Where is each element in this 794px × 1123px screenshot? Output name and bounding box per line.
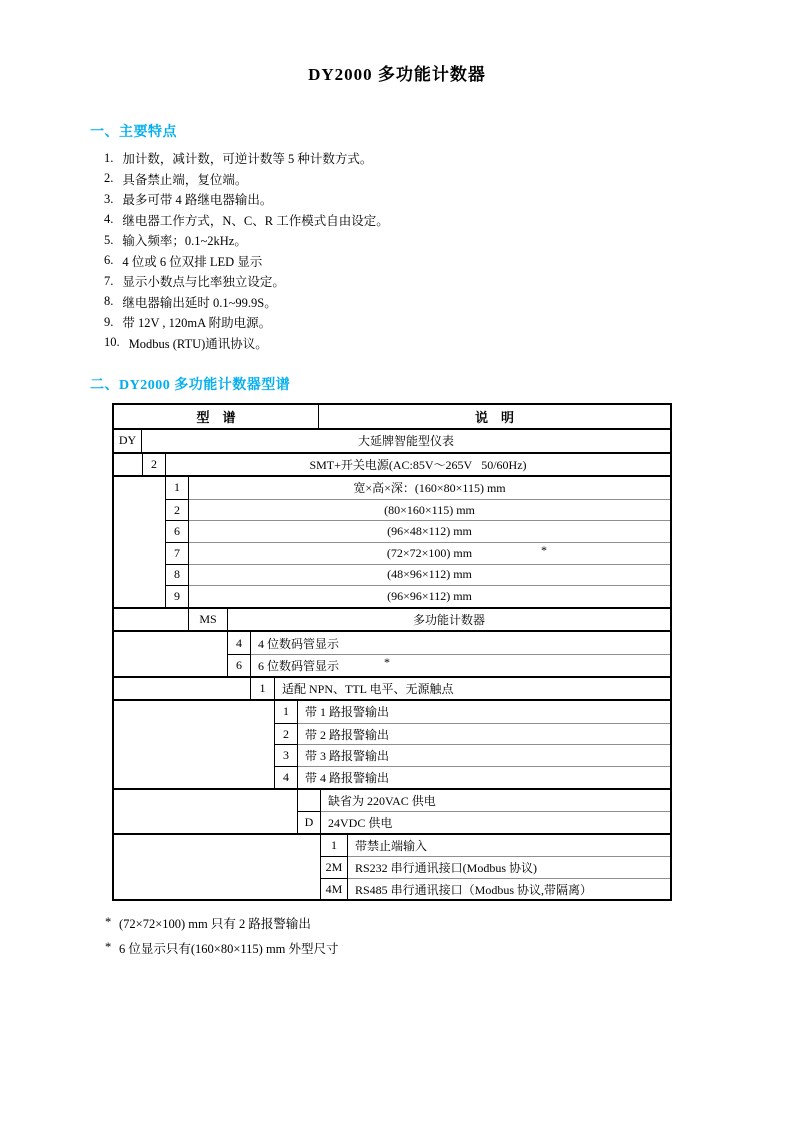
model-desc-cell: 带禁止端输入 — [355, 838, 428, 853]
model-code-cell: 8 — [166, 564, 189, 586]
band-spacer — [114, 701, 275, 787]
model-desc-cell: 4 位数码管显示 — [258, 636, 340, 651]
model-desc-cell — [251, 654, 670, 676]
band-spacer — [114, 609, 189, 631]
item-text: 继电器输出延时 0.1~99.9S。 — [122, 295, 277, 310]
footnotes — [105, 910, 704, 960]
band-comm-options — [114, 833, 670, 900]
band-case-size — [114, 475, 670, 607]
footnote-line — [105, 910, 704, 935]
item-text: Modbus (RTU)通讯协议。 — [128, 336, 268, 351]
table-header-description: 说 明 — [474, 410, 514, 425]
model-desc-cell: 带 4 路报警输出 — [298, 766, 670, 788]
band-brand — [114, 428, 670, 452]
list-item — [104, 230, 704, 251]
band-spacer — [114, 454, 143, 476]
item-number: 8. — [104, 294, 114, 309]
model-desc-cell: RS485 串行通讯接口（Modbus 协议,带隔离） — [348, 878, 670, 900]
model-code-cell: 2 — [143, 454, 166, 476]
list-item — [104, 251, 704, 272]
model-desc-cell: RS232 串行通讯接口(Modbus 协议) — [348, 856, 670, 878]
band-display-digits — [114, 630, 670, 675]
list-item — [104, 333, 704, 354]
model-code-cell: 2M — [321, 856, 348, 878]
model-desc-cell: 适配 NPN、TTL 电平、无源触点 — [282, 681, 454, 696]
model-code-cell: 1 — [275, 701, 298, 723]
model-code-cell: 3 — [275, 744, 298, 766]
item-text: 带 12V , 120mA 附助电源。 — [122, 316, 272, 331]
band-supply-voltage — [114, 788, 670, 833]
model-code-cell: 9 — [166, 585, 189, 607]
model-code-cell: 4M — [321, 878, 348, 900]
footnote-star: * — [105, 915, 112, 930]
band-spacer — [114, 477, 166, 607]
band-input-type — [114, 676, 670, 700]
model-code-cell — [298, 790, 321, 812]
item-text: 显示小数点与比率独立设定。 — [122, 275, 285, 290]
item-number: 10. — [104, 335, 120, 350]
list-item — [104, 169, 704, 190]
model-code-cell: 4 — [228, 632, 251, 654]
model-desc-cell — [189, 542, 670, 564]
model-desc-cell: 宽×高×深：(160×80×115) mm — [353, 481, 506, 496]
model-desc-cell: 大延牌智能型仪表 — [357, 434, 454, 449]
footnote-star-marker: * — [541, 542, 547, 557]
model-spectrum-table — [112, 403, 672, 901]
model-code-cell: 6 — [166, 520, 189, 542]
model-desc-cell: 带 1 路报警输出 — [305, 705, 390, 720]
band-spacer — [114, 678, 251, 700]
model-desc-cell: (48×96×112) mm — [189, 564, 670, 586]
footnote-star-marker: * — [384, 654, 390, 669]
table-header-model: 型 谱 — [114, 405, 319, 428]
model-desc-cell: 缺省为 220VAC 供电 — [328, 793, 436, 808]
item-text: 加计数，减计数，可逆计数等 5 种计数方式。 — [122, 152, 373, 167]
list-item — [104, 189, 704, 210]
item-text: 输入频率；0.1~2kHz。 — [122, 234, 247, 249]
footnote-text: (72×72×100) mm 只有 2 路报警输出 — [119, 916, 311, 931]
model-code-cell: 1 — [166, 477, 189, 499]
list-item — [104, 210, 704, 231]
footnote-star: * — [105, 940, 112, 955]
model-code-cell: 1 — [251, 678, 275, 700]
item-number: 1. — [104, 150, 114, 165]
model-desc-cell: 带 2 路报警输出 — [298, 723, 670, 745]
band-power-type — [114, 452, 670, 476]
list-item — [104, 271, 704, 292]
item-number: 5. — [104, 232, 114, 247]
model-code-cell: 2 — [275, 723, 298, 745]
model-desc-cell: SMT+开关电源(AC:85V～265V 50/60Hz) — [309, 457, 527, 472]
item-text: 具备禁止端，复位端。 — [122, 172, 248, 187]
spectrum-heading: 二、DY2000 多功能计数器型谱 — [90, 378, 291, 393]
band-product-type — [114, 607, 670, 631]
model-code-cell: 1 — [321, 835, 348, 857]
model-code-cell: D — [298, 811, 321, 833]
item-text: 4 位或 6 位双排 LED 显示 — [122, 254, 263, 269]
list-item — [104, 148, 704, 169]
model-desc-cell: (96×48×112) mm — [189, 520, 670, 542]
model-desc-cell: (96×96×112) mm — [189, 585, 670, 607]
item-number: 3. — [104, 191, 114, 206]
model-desc-text: (72×72×100) mm — [386, 545, 473, 560]
feature-list — [104, 148, 704, 353]
item-text: 最多可带 4 路继电器输出。 — [122, 193, 273, 208]
list-item — [104, 312, 704, 333]
item-number: 9. — [104, 314, 114, 329]
band-spacer — [114, 790, 298, 833]
model-desc-cell: 多功能计数器 — [412, 613, 485, 628]
model-code-cell: 4 — [275, 766, 298, 788]
item-number: 7. — [104, 273, 114, 288]
model-code-cell: 7 — [166, 542, 189, 564]
band-spacer — [114, 835, 321, 900]
model-desc-cell: (80×160×115) mm — [189, 499, 670, 521]
model-code-cell: 6 — [228, 654, 251, 676]
item-number: 4. — [104, 212, 114, 227]
model-code-cell: 2 — [166, 499, 189, 521]
model-code-cell: MS — [189, 609, 228, 631]
item-number: 2. — [104, 171, 114, 186]
features-heading: 一、主要特点 — [90, 125, 177, 140]
item-text: 继电器工作方式，N、C、R 工作模式自由设定。 — [122, 213, 389, 228]
model-code-cell: DY — [114, 430, 142, 452]
model-desc-cell: 带 3 路报警输出 — [298, 744, 670, 766]
item-number: 6. — [104, 253, 114, 268]
table-header-band — [114, 405, 670, 428]
model-desc-text: 6 位数码管显示 — [258, 658, 340, 673]
model-desc-cell: 24VDC 供电 — [321, 811, 670, 833]
footnote-text: 6 位显示只有(160×80×115) mm 外型尺寸 — [119, 941, 339, 956]
list-item — [104, 292, 704, 313]
band-alarm-outputs — [114, 699, 670, 787]
band-spacer — [114, 632, 228, 675]
footnote-line — [105, 935, 704, 960]
page-title: DY2000 多功能计数器 — [308, 65, 486, 84]
